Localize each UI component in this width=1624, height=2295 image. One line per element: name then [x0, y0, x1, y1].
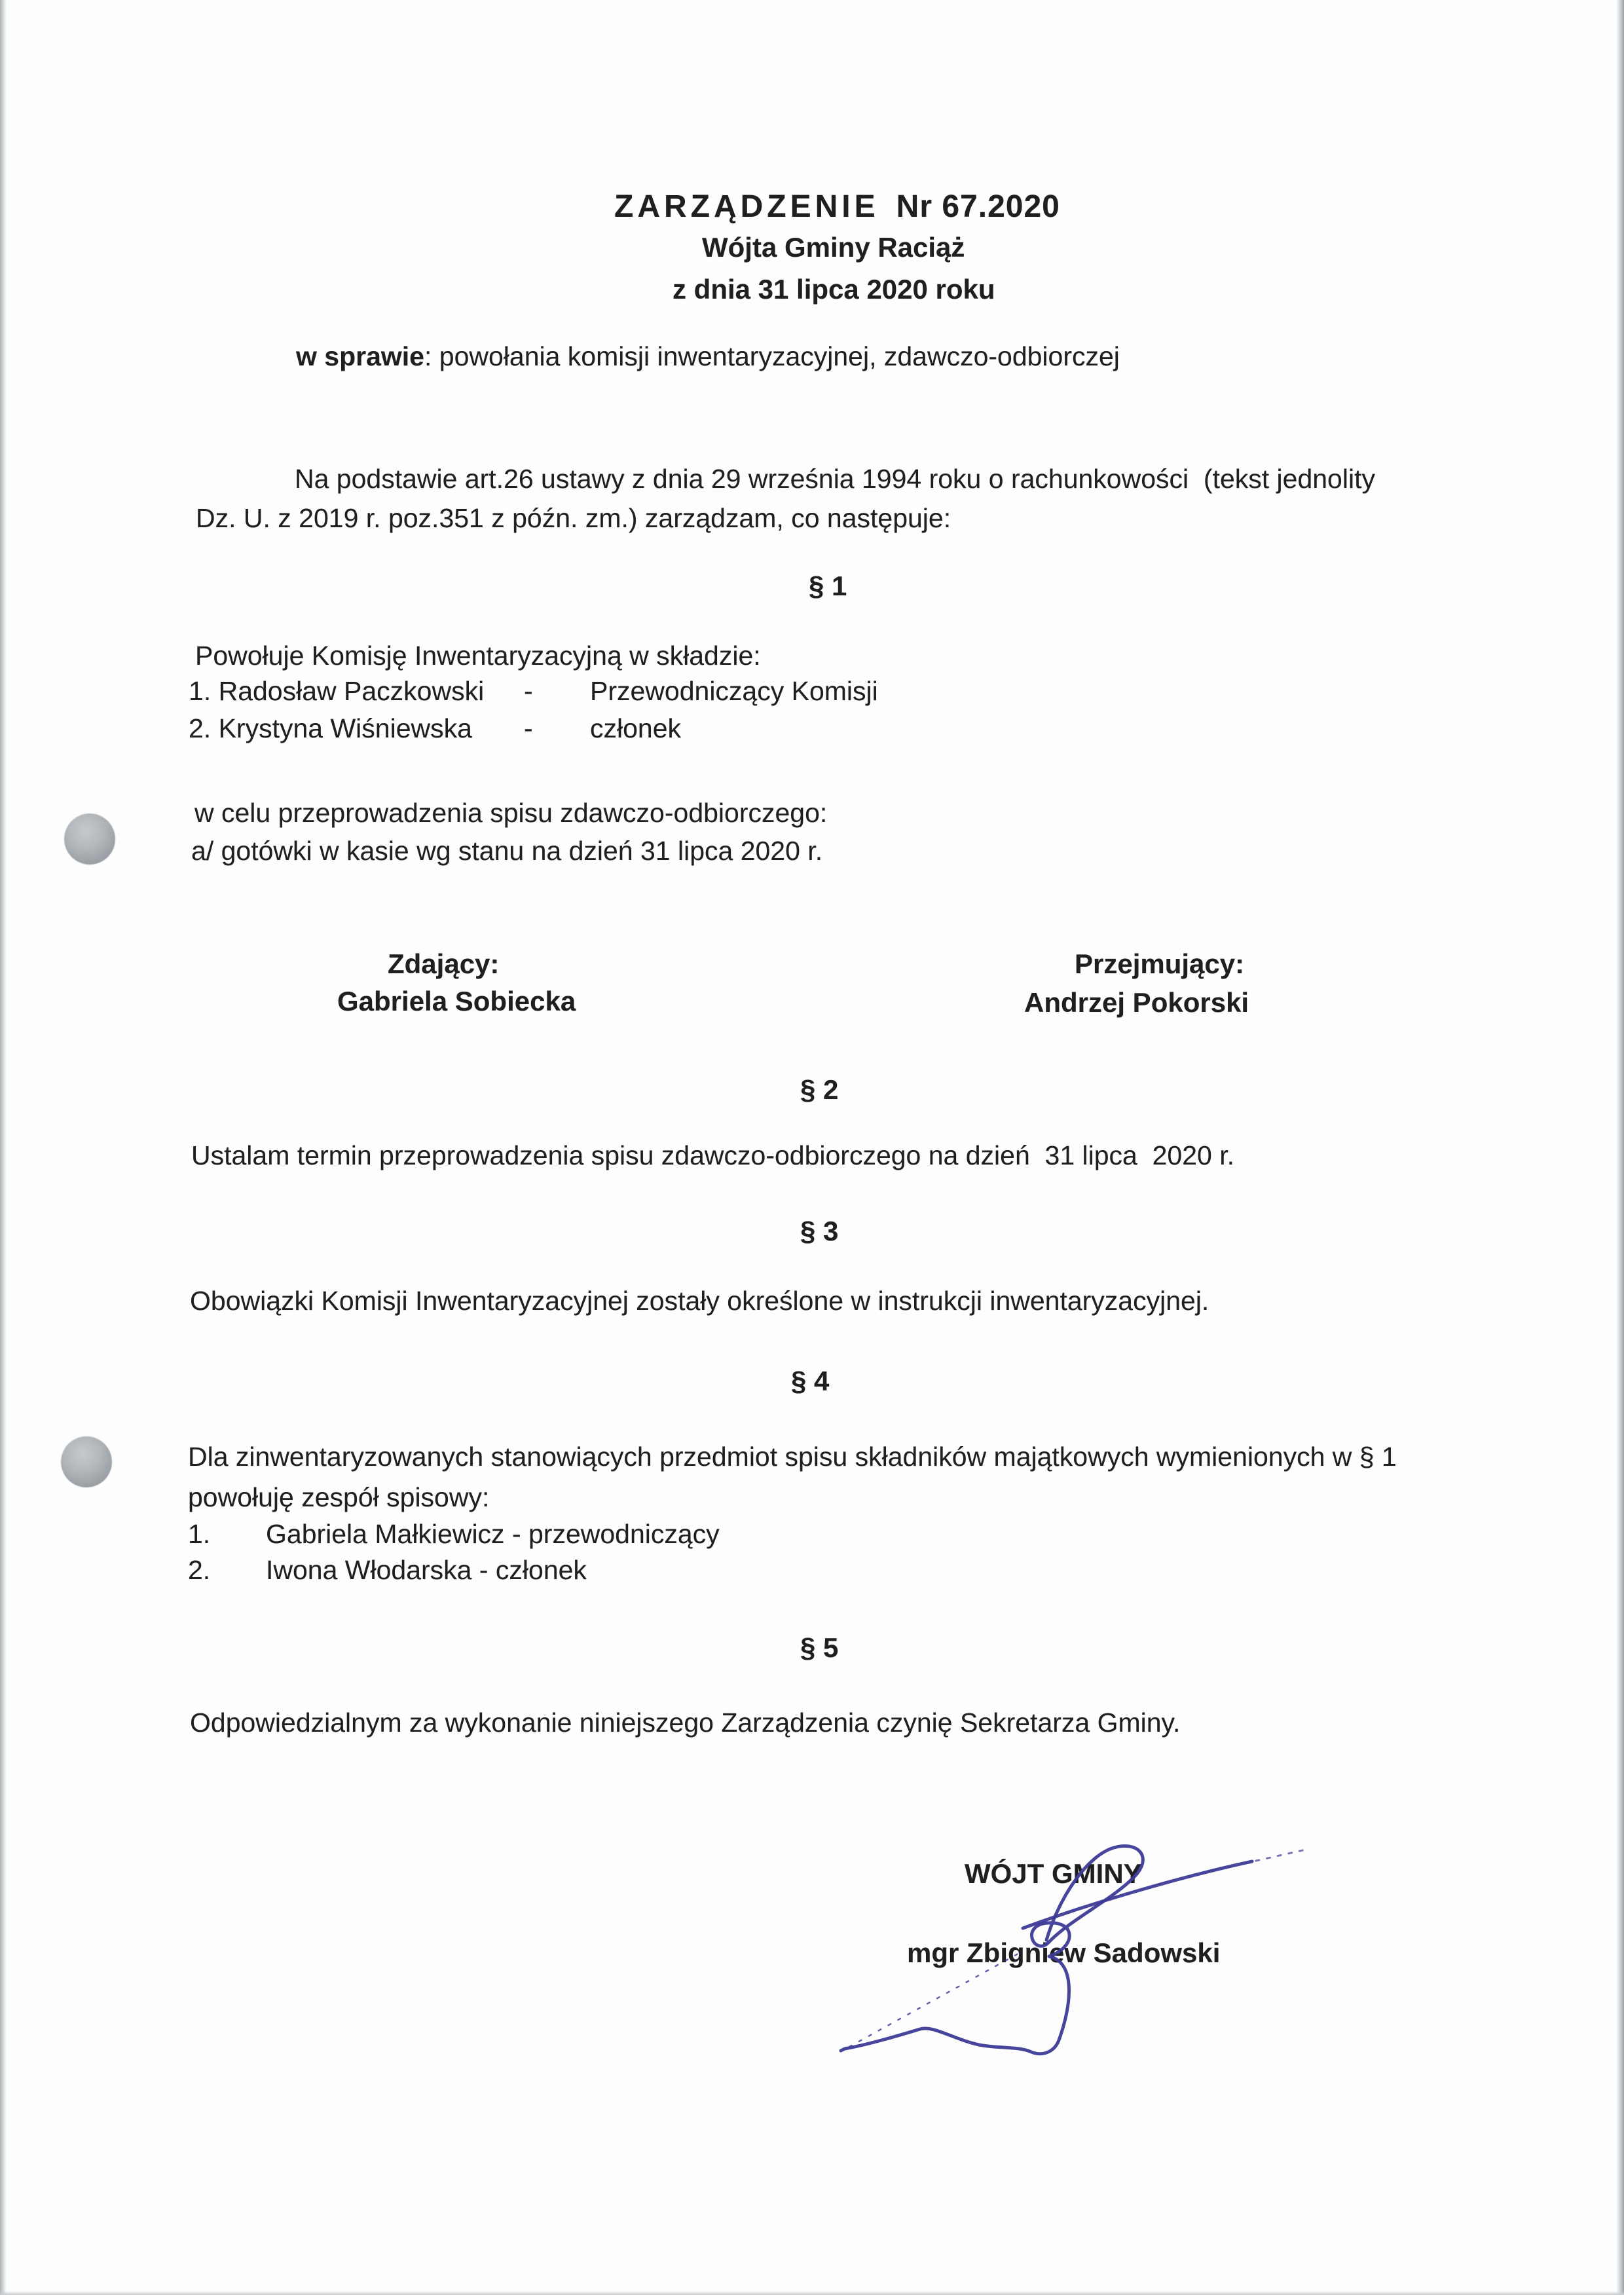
section-5-mark: § 5 — [800, 1632, 839, 1663]
team-member-row — [188, 1554, 587, 1586]
section-2-text: Ustalam termin przeprowadzenia spisu zdawczo-odbiorczego na dzień 31 lipca 2020 r. — [191, 1140, 1235, 1170]
member-role: członek — [590, 713, 682, 743]
title-word: ZARZĄDZENIE — [614, 189, 879, 224]
team-member-row — [188, 1518, 720, 1550]
subject-line — [296, 341, 1120, 372]
legal-basis-line-1: Na podstawie art.26 ustawy z dnia 29 września 1994 roku o rachunkowości (tekst jednolity — [295, 464, 1375, 494]
receiving-label: Przejmujący: — [1075, 948, 1245, 979]
signature-printed-name: mgr Zbigniew Sadowski — [907, 1937, 1221, 1968]
member-dash: - — [524, 676, 533, 706]
commission-member-row — [189, 676, 878, 707]
member-name-role: Iwona Włodarska - członek — [266, 1555, 587, 1585]
legal-basis-line-2: Dz. U. z 2019 r. poz.351 z późn. zm.) zarządzam, co następuje: — [196, 503, 951, 533]
member-number: 1. — [188, 1519, 211, 1549]
commission-member-row — [189, 713, 681, 744]
member-name-role: Gabriela Małkiewicz - przewodniczący — [266, 1519, 720, 1549]
section-1-purpose-line-2: a/ gotówki w kasie wg stanu na dzień 31 lipca 2020 r. — [191, 836, 823, 866]
handing-over-label: Zdający: — [388, 948, 500, 979]
section-1-mark: § 1 — [809, 570, 847, 601]
member-role: Przewodniczący Komisji — [590, 676, 878, 706]
section-4-line-2: powołuję zespół spisowy: — [188, 1482, 490, 1512]
handing-over-name: Gabriela Sobiecka — [337, 986, 576, 1017]
section-3-text: Obowiązki Komisji Inwentaryzacyjnej zostały określone w instrukcji inwentaryzacyjnej. — [190, 1286, 1209, 1316]
hole-punch-bottom — [61, 1436, 112, 1487]
title-date: z dnia 31 lipca 2020 roku — [673, 274, 995, 305]
title-number: Nr 67.2020 — [896, 189, 1060, 224]
member-number: 2. — [188, 1555, 211, 1585]
document-title — [614, 189, 1060, 226]
scan-edge-bottom — [0, 2291, 1624, 2295]
section-5-text: Odpowiedzialnym za wykonanie niniejszego Zarządzenia czynię Sekretarza Gminy. — [190, 1707, 1181, 1738]
section-1-intro: Powołuje Komisję Inwentaryzacyjną w składzie: — [195, 641, 761, 671]
hole-punch-top — [64, 813, 115, 865]
section-4-line-1: Dla zinwentaryzowanych stanowiących przedmiot spisu składników majątkowych wymienionych w § 1 — [188, 1442, 1397, 1472]
member-name: 1. Radosław Paczkowski — [189, 676, 485, 706]
scan-edge-right — [1616, 0, 1624, 2295]
section-1-purpose-line-1: w celu przeprowadzenia spisu zdawczo-odbiorczego: — [194, 798, 828, 828]
subject-text: : powołania komisji inwentaryzacyjnej, zdawczo-odbiorczej — [424, 341, 1120, 371]
member-name: 2. Krystyna Wiśniewska — [189, 713, 472, 743]
scan-edge-left — [0, 0, 7, 2295]
section-3-mark: § 3 — [800, 1216, 839, 1246]
subject-label: w sprawie — [296, 341, 424, 371]
title-issuer: Wójta Gminy Raciąż — [702, 232, 965, 263]
receiving-name: Andrzej Pokorski — [1024, 987, 1249, 1018]
signature-office-title: WÓJT GMINY — [965, 1858, 1142, 1889]
section-2-mark: § 2 — [800, 1074, 839, 1105]
member-dash: - — [524, 713, 533, 743]
section-4-mark: § 4 — [791, 1366, 830, 1396]
